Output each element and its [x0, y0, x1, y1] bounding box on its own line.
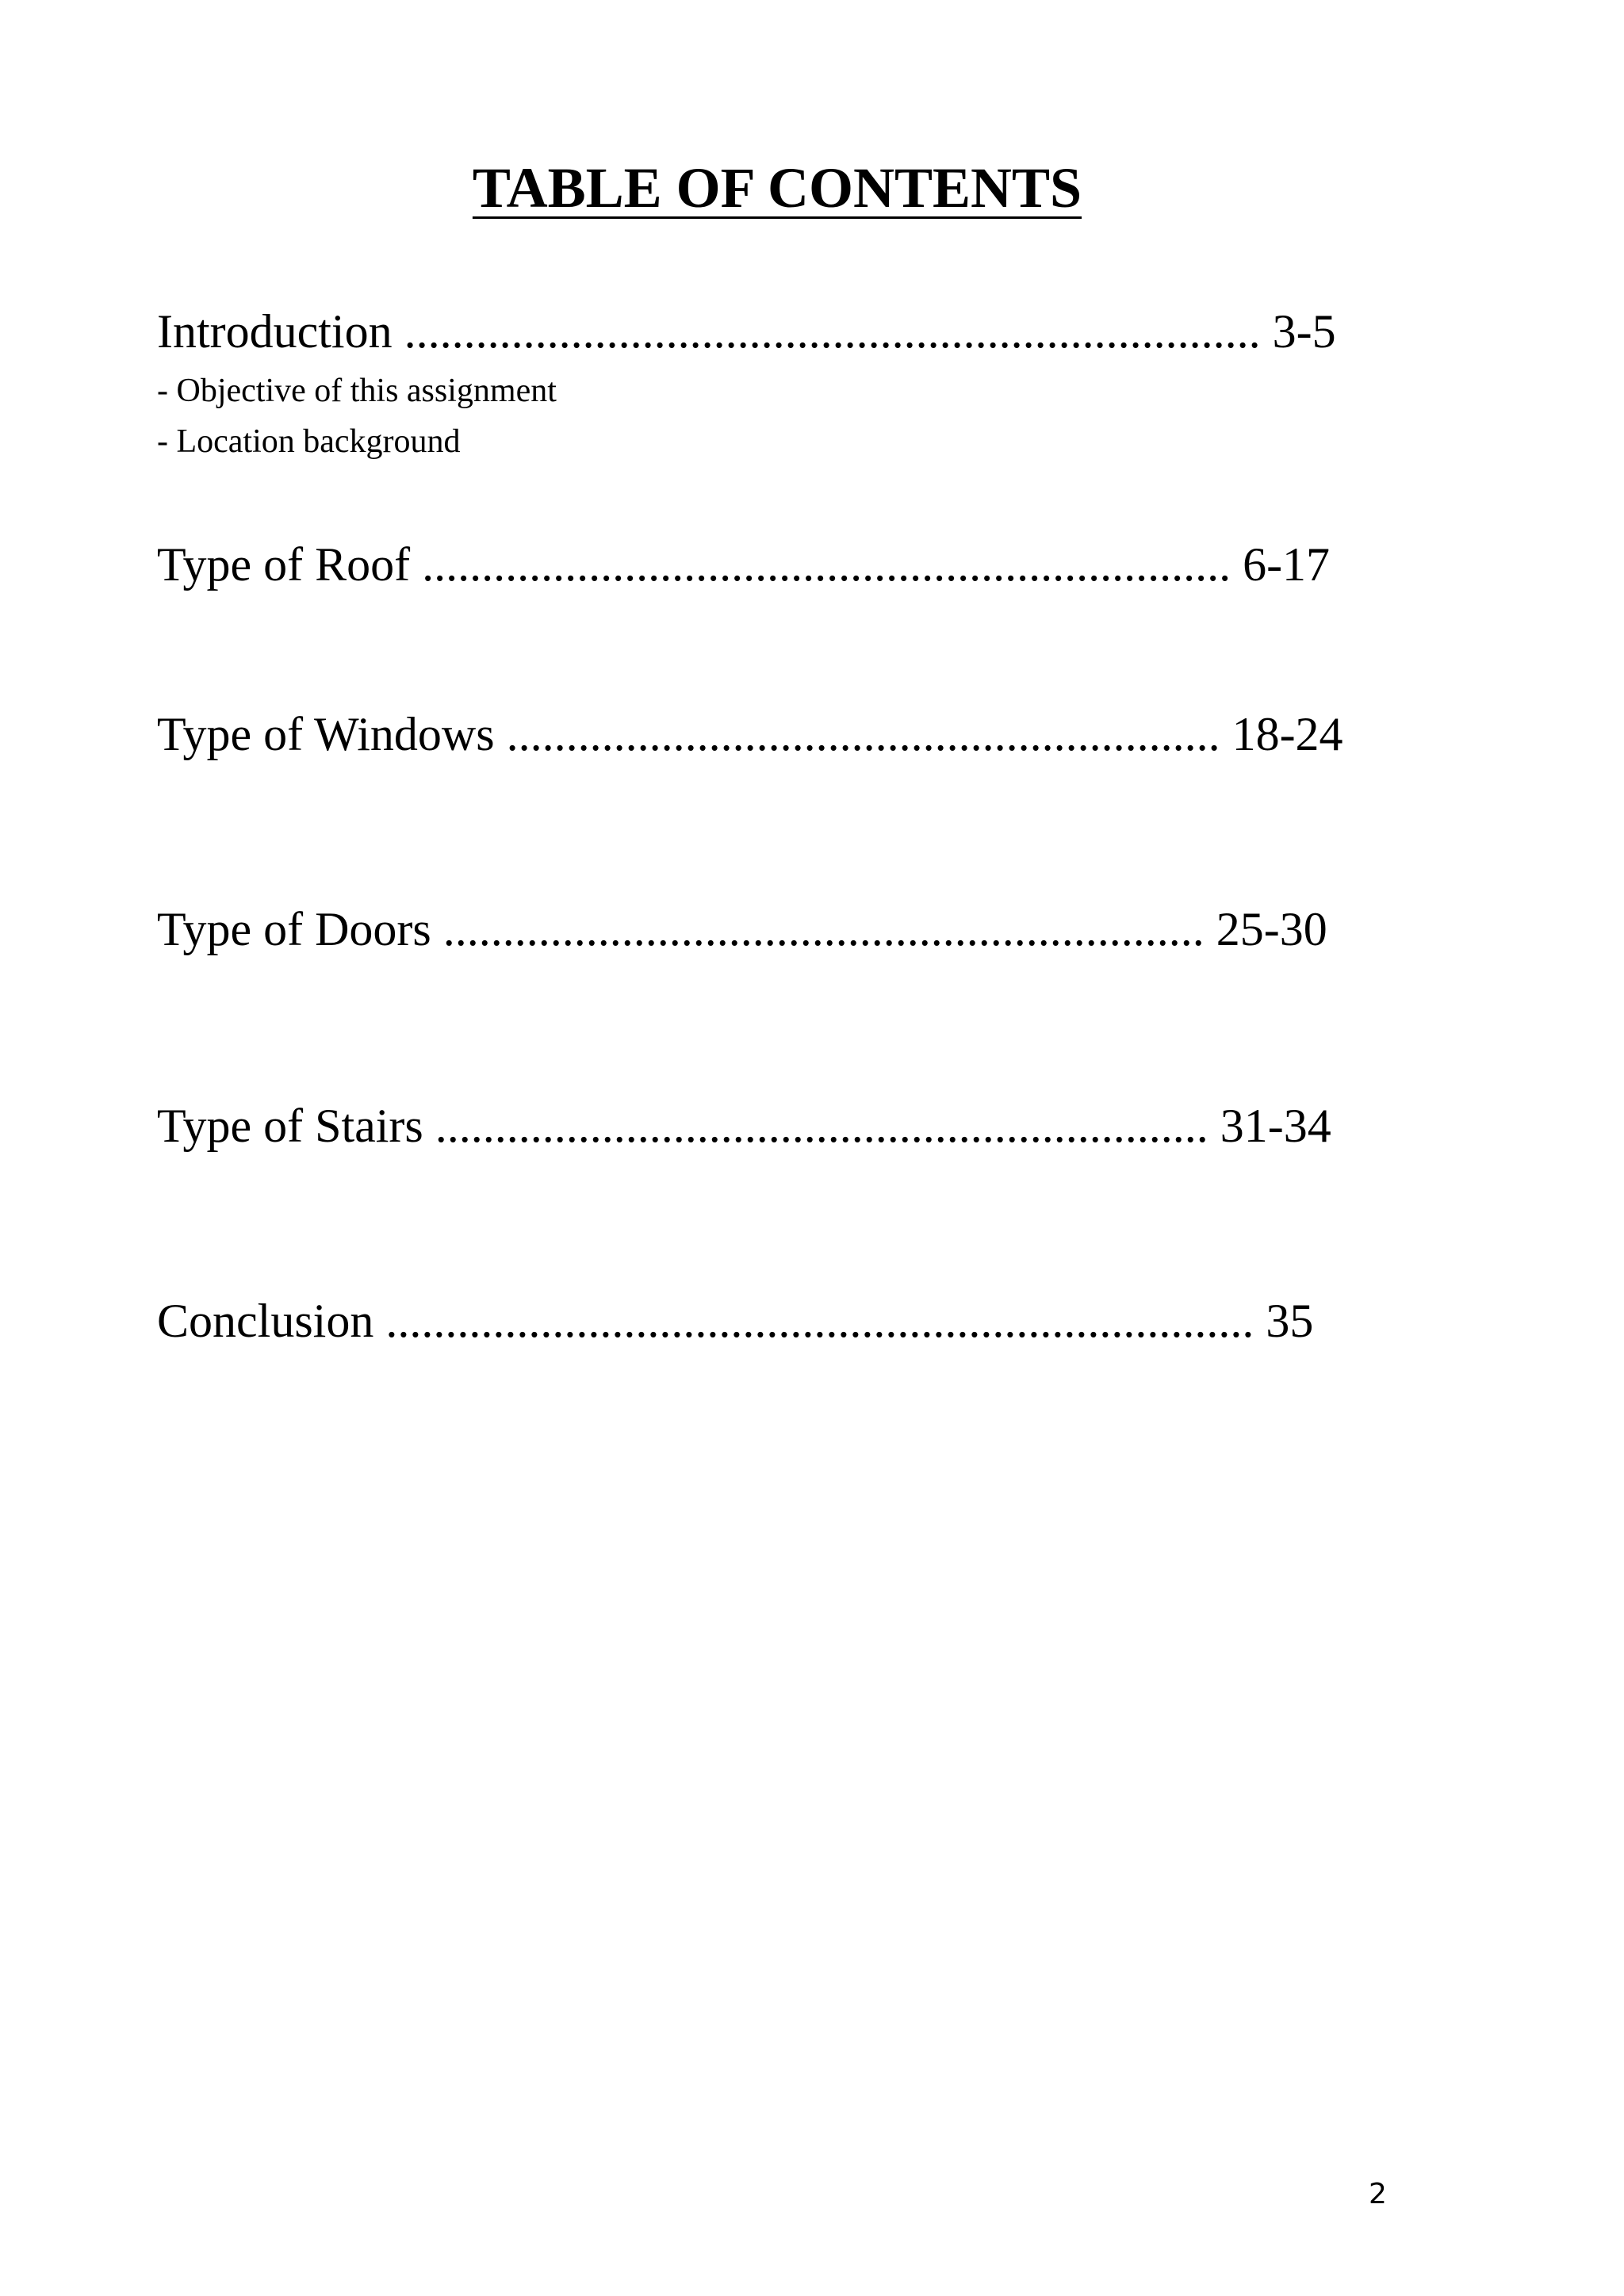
toc-entry-label: Type of Windows	[157, 708, 495, 760]
toc-entry-pages: 25-30	[1216, 903, 1327, 955]
toc-title-text: TABLE OF CONTENTS	[472, 156, 1082, 220]
toc-entry-label: Introduction	[157, 305, 393, 358]
toc-entry-leader: ................................................................	[442, 903, 1205, 955]
toc-entry-label: Type of Doors	[157, 903, 431, 955]
toc-entry-pages: 31-34	[1220, 1100, 1331, 1152]
toc-title	[0, 157, 1554, 220]
toc-entry-pages: 6-17	[1243, 538, 1331, 591]
toc-subitem: - Location background	[157, 423, 461, 460]
toc-entry-pages: 35	[1266, 1295, 1314, 1347]
toc-entry-introduction	[157, 305, 1336, 358]
toc-entry-windows	[157, 710, 1343, 758]
toc-entry-label: Conclusion	[157, 1295, 374, 1347]
toc-entry-label: Type of Roof	[157, 538, 411, 591]
toc-entry-leader: ........................................................................	[404, 305, 1261, 358]
toc-entry-roof	[157, 538, 1331, 591]
toc-entry-pages: 3-5	[1272, 305, 1336, 358]
toc-entry-stairs	[157, 1102, 1331, 1150]
toc-subitem: - Objective of this assignment	[157, 373, 557, 409]
toc-entry-pages: 18-24	[1231, 708, 1343, 760]
toc-entry-doors	[157, 905, 1327, 953]
toc-entry-label: Type of Stairs	[157, 1100, 423, 1152]
page-number: 2	[1369, 2178, 1387, 2210]
toc-entry-leader: ............................................................	[506, 708, 1220, 760]
toc-entry-leader: ....................................................................	[422, 538, 1231, 591]
toc-entry-conclusion	[157, 1297, 1313, 1345]
toc-entry-leader: .........................................................................	[385, 1295, 1254, 1347]
toc-entry-leader: .................................................................	[435, 1100, 1208, 1152]
